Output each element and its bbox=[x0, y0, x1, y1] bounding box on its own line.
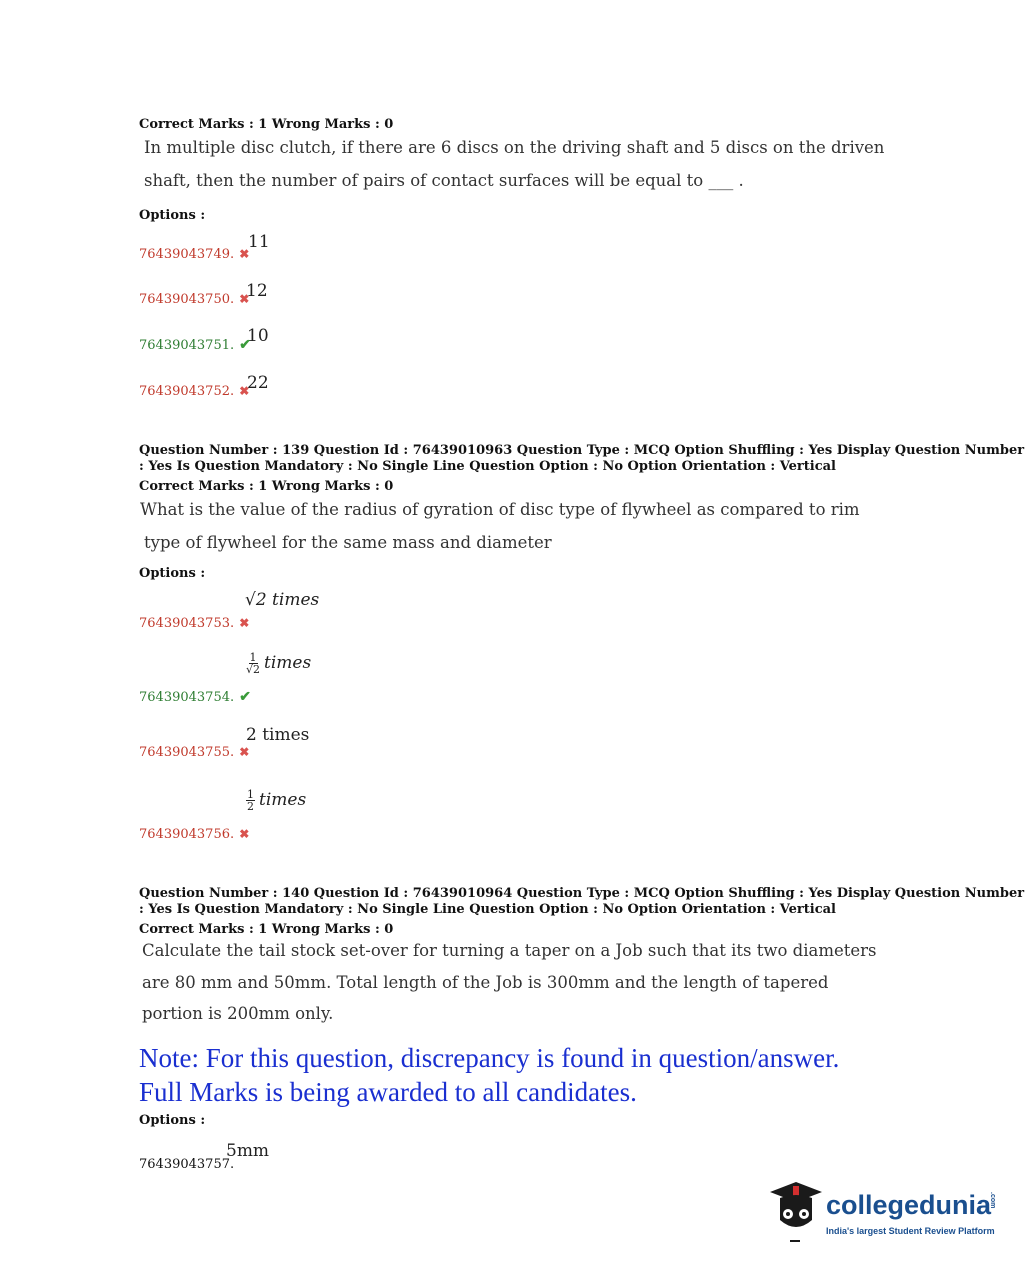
option-row bbox=[139, 380, 249, 399]
correct-check-icon: ✔ bbox=[239, 337, 251, 353]
option-value-text: times bbox=[264, 653, 312, 673]
logo-tagline: India's largest Student Review Platform bbox=[826, 1226, 995, 1236]
option-id: 76439043751. bbox=[139, 338, 235, 353]
q138-options-label: Options : bbox=[139, 208, 206, 223]
correct-check-icon: ✔ bbox=[239, 689, 251, 705]
option-row bbox=[139, 612, 249, 631]
option-id: 76439043749. bbox=[139, 247, 235, 262]
option-id: 76439043757. bbox=[139, 1157, 235, 1172]
option-value: 10 bbox=[247, 326, 269, 346]
fraction-numerator: 1 bbox=[247, 788, 254, 801]
option-value-text: times bbox=[259, 790, 307, 810]
option-id: 76439043754. bbox=[139, 690, 235, 705]
q139-text-line1: What is the value of the radius of gyration of disc type of flywheel as compared to rim bbox=[140, 500, 860, 519]
q139-text-line2: type of flywheel for the same mass and diameter bbox=[144, 533, 552, 552]
option-id: 76439043750. bbox=[139, 292, 235, 307]
fraction-denominator: 2 bbox=[247, 800, 254, 813]
q139-meta-line2: : Yes Is Question Mandatory : No Single Line Question Option : No Option Orientation : Vertical bbox=[139, 459, 836, 474]
option-value: 22 bbox=[247, 373, 269, 393]
q140-text-line2: are 80 mm and 50mm. Total length of the Job is 300mm and the length of tapered bbox=[142, 973, 829, 992]
q139-meta-line1: Question Number : 139 Question Id : 76439010963 Question Type : MCQ Option Shuffling : Yes Display Question Number bbox=[139, 443, 1025, 458]
wrong-mark-icon: ✖ bbox=[239, 247, 250, 261]
fraction-denominator: √2 bbox=[246, 663, 261, 676]
option-row bbox=[139, 686, 251, 705]
option-value: √2 times bbox=[245, 590, 320, 610]
q140-marks: Correct Marks : 1 Wrong Marks : 0 bbox=[139, 922, 394, 937]
option-value: 2 times bbox=[246, 725, 310, 745]
option-value bbox=[246, 789, 306, 812]
fraction bbox=[246, 789, 255, 812]
option-row bbox=[139, 288, 249, 307]
q140-text-line3: portion is 200mm only. bbox=[142, 1004, 334, 1023]
option-id: 76439043755. bbox=[139, 745, 235, 760]
wrong-mark-icon: ✖ bbox=[239, 745, 250, 759]
option-row bbox=[139, 823, 249, 842]
wrong-mark-icon: ✖ bbox=[239, 616, 250, 630]
wrong-mark-icon: ✖ bbox=[239, 827, 250, 841]
discrepancy-note-line2: Full Marks is being awarded to all candidates. bbox=[139, 1077, 637, 1107]
option-value bbox=[246, 652, 311, 675]
logo-dotcom: .com bbox=[989, 1192, 996, 1209]
collegedunia-logo bbox=[766, 1176, 996, 1248]
option-row bbox=[139, 243, 249, 262]
fraction bbox=[246, 652, 260, 675]
q138-marks: Correct Marks : 1 Wrong Marks : 0 bbox=[139, 117, 394, 132]
graduate-mascot-icon bbox=[766, 1176, 824, 1246]
q138-text-line2: shaft, then the number of pairs of contact surfaces will be equal to ___ . bbox=[144, 171, 744, 190]
q140-meta-line2: : Yes Is Question Mandatory : No Single Line Question Option : No Option Orientation : Vertical bbox=[139, 902, 836, 917]
option-value: 11 bbox=[248, 232, 270, 252]
option-row bbox=[139, 334, 251, 353]
option-value: 5mm bbox=[226, 1141, 270, 1161]
wrong-mark-icon: ✖ bbox=[239, 292, 250, 306]
q140-options-label: Options : bbox=[139, 1113, 206, 1128]
option-id: 76439043756. bbox=[139, 827, 235, 842]
option-id: 76439043753. bbox=[139, 616, 235, 631]
option-value: 12 bbox=[246, 281, 268, 301]
q138-text-line1: In multiple disc clutch, if there are 6 discs on the driving shaft and 5 discs on the driven bbox=[144, 138, 885, 157]
option-row bbox=[139, 741, 249, 760]
q140-text-line1: Calculate the tail stock set-over for turning a taper on a Job such that its two diameters bbox=[142, 941, 877, 960]
q139-marks: Correct Marks : 1 Wrong Marks : 0 bbox=[139, 479, 394, 494]
q140-meta-line1: Question Number : 140 Question Id : 76439010964 Question Type : MCQ Option Shuffling : Yes Display Question Number bbox=[139, 886, 1025, 901]
q139-options-label: Options : bbox=[139, 566, 206, 581]
option-id: 76439043752. bbox=[139, 384, 235, 399]
discrepancy-note-line1: Note: For this question, discrepancy is found in question/answer. bbox=[139, 1043, 840, 1073]
wrong-mark-icon: ✖ bbox=[239, 384, 250, 398]
logo-wordmark: collegedunia bbox=[826, 1190, 992, 1220]
fraction-numerator: 1 bbox=[249, 651, 257, 664]
